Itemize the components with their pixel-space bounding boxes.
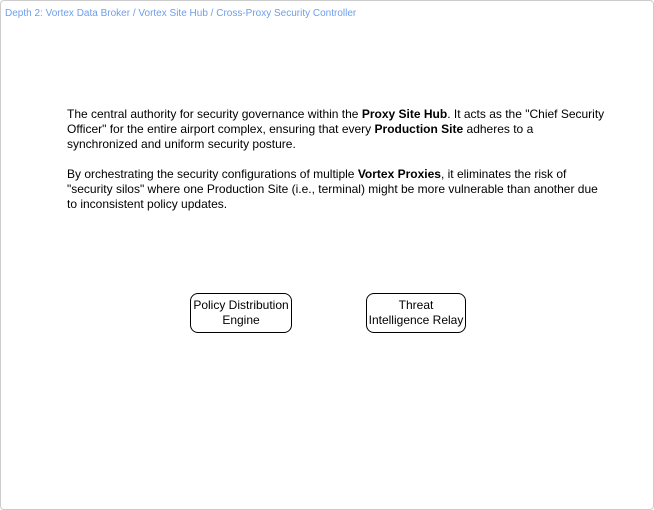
term-highlight-proxy-site-hub: Proxy Site Hub xyxy=(361,107,448,121)
text-run: adheres to a synchronized and uniform security posture. xyxy=(67,122,534,151)
term-highlight-production-site: Production Site xyxy=(374,122,464,136)
breadcrumb[interactable]: Depth 2: Vortex Data Broker / Vortex Site Hub / Cross-Proxy Security Controller xyxy=(5,8,357,19)
node-label: Policy Distribution Engine xyxy=(193,298,289,327)
description-paragraph xyxy=(67,107,607,152)
node-label: Threat Intelligence Relay xyxy=(368,298,464,327)
text-run: By orchestrating the security configurations of multiple xyxy=(67,167,358,181)
description-paragraph xyxy=(67,167,607,212)
node-policy-distribution-engine[interactable] xyxy=(190,293,292,333)
text-run: . It acts as the "Chief Security Officer" for the entire airport complex, ensuring that every xyxy=(67,107,605,136)
term-highlight-vortex-proxies: Vortex Proxies xyxy=(357,167,441,181)
node-threat-intelligence-relay[interactable] xyxy=(366,293,466,333)
description-block xyxy=(67,107,607,227)
text-run: , it eliminates the risk of "security silos" where one Production Site (i.e., terminal) might be more vulnerable than another due to inconsistent policy updates. xyxy=(67,167,598,211)
text-run: The central authority for security governance within the xyxy=(67,107,362,121)
